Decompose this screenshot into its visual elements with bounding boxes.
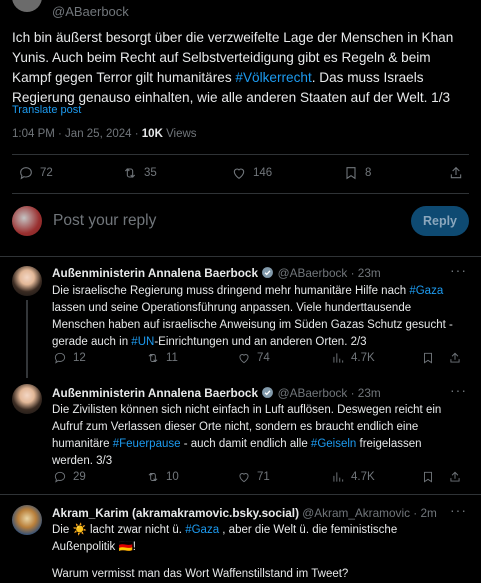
user-avatar	[12, 206, 42, 236]
post-avatar[interactable]	[12, 384, 42, 414]
hashtag-link[interactable]: #UN	[131, 336, 155, 348]
post-header	[52, 386, 381, 400]
divider	[12, 154, 469, 155]
author-handle[interactable]: @ABaerbock	[277, 386, 348, 400]
main-post-handle[interactable]: @ABaerbock	[52, 4, 129, 19]
like-icon	[237, 351, 251, 365]
reply-action[interactable]: 72	[18, 165, 53, 181]
like-action[interactable]: 71	[237, 470, 270, 484]
hashtag-link[interactable]: #Gaza	[185, 524, 220, 536]
repost-icon	[146, 470, 160, 484]
reply-icon	[53, 351, 67, 365]
bookmark-icon	[343, 165, 359, 181]
author-handle[interactable]: @Akram_Akramovic	[302, 506, 410, 520]
author-handle[interactable]: @ABaerbock	[277, 266, 348, 280]
views-icon	[331, 351, 345, 365]
views-icon	[331, 470, 345, 484]
share-icon	[448, 351, 462, 365]
reply-icon	[53, 470, 67, 484]
more-icon[interactable]: ···	[450, 262, 467, 278]
more-icon[interactable]: ···	[450, 382, 467, 398]
share-action[interactable]	[448, 351, 462, 365]
post-meta: 1:04 PM · Jan 25, 2024 · 10K Views	[12, 128, 197, 140]
like-action[interactable]: 74	[237, 351, 270, 365]
hashtag-link[interactable]: #Gaza	[409, 285, 444, 297]
share-action[interactable]	[448, 470, 462, 484]
main-post-text: Ich bin äußerst besorgt über die verzweifelte Lage der Menschen in Khan Yunis. Auch beim Recht auf Selbstverteidigung gibt es Regeln & beim Kampf gegen Terror gilt humanitäres #Völkerrecht. Das muss Israels Regierung genauso einhalten, wie alle anderen Staaten auf der Welt. 1/3	[12, 30, 454, 105]
author-name[interactable]: Akram_Karim (akramakramovic.bsky.social)	[52, 506, 299, 520]
translate-post-link[interactable]: Translate post	[12, 104, 82, 116]
reply-input[interactable]: Post your reply	[53, 212, 157, 229]
share-icon	[448, 470, 462, 484]
share-action[interactable]	[448, 165, 464, 181]
hashtag-link[interactable]: #Geiseln	[310, 438, 357, 450]
main-post-actions	[0, 165, 481, 185]
bookmark-icon	[421, 470, 435, 484]
post-time[interactable]: · 2m	[413, 506, 437, 520]
hashtag-link[interactable]: #Völkerrecht	[235, 70, 312, 85]
main-post-avatar[interactable]	[12, 0, 42, 12]
post-avatar[interactable]	[12, 266, 42, 296]
reply-button[interactable]: Reply	[411, 206, 469, 236]
post-time[interactable]: · 23m	[350, 386, 381, 400]
post-text: Die israelische Regierung muss dringend mehr humanitäre Hilfe nach #Gaza lassen und seine Operationsführung anpassen. Viele hunderttausende Menschen haben auf israelische Anweisung im Süden Gazas Schutz gesucht - gerade auch in #UN-Einrichtungen und an anderen Orten. 2/3	[52, 285, 453, 348]
repost-action[interactable]: 10	[146, 470, 179, 484]
like-icon	[231, 165, 247, 181]
share-icon	[448, 165, 464, 181]
like-icon	[237, 470, 251, 484]
bookmark-icon	[421, 351, 435, 365]
like-action[interactable]: 146	[231, 165, 272, 181]
repost-icon	[146, 351, 160, 365]
post-text: Die Zivilisten können sich nicht einfach in Luft auflösen. Deswegen reicht ein Aufruf zum Verlassen dieser Orte nicht, sondern es braucht endlich eine humanitäre #Feuerpause - auch damit endlich alle #Geiseln freigelassen werden. 3/3	[52, 404, 442, 467]
views-action[interactable]: 4.7K	[331, 470, 375, 484]
post-text-line: Warum vermisst man das Wort Waffenstillstand im Tweet?	[52, 568, 349, 580]
verified-badge-icon	[261, 386, 274, 399]
post-header	[52, 506, 437, 520]
views-action[interactable]: 4.7K	[331, 351, 375, 365]
divider	[0, 256, 481, 257]
author-name[interactable]: Außenministerin Annalena Baerbock	[52, 266, 259, 280]
post-avatar[interactable]	[12, 505, 42, 535]
verified-badge-icon	[261, 266, 274, 279]
bookmark-action[interactable]: 8	[343, 165, 371, 181]
post-time[interactable]: · 23m	[350, 266, 381, 280]
divider	[0, 494, 481, 495]
hashtag-link[interactable]: #Feuerpause	[112, 438, 181, 450]
repost-action[interactable]: 11	[146, 351, 178, 365]
reply-composer	[12, 204, 469, 240]
bookmark-action[interactable]	[421, 470, 435, 484]
repost-icon	[122, 165, 138, 181]
bookmark-action[interactable]	[421, 351, 435, 365]
repost-action[interactable]: 35	[122, 165, 157, 181]
reply-action[interactable]: 29	[53, 470, 86, 484]
post-header	[52, 266, 381, 280]
post-text: Die ☀️ lacht zwar nicht ü. #Gaza , aber die Welt ü. die feministische Außenpolitik 🇩🇪!	[52, 524, 398, 553]
post-actions	[0, 351, 481, 371]
reply-icon	[18, 165, 34, 181]
post-actions	[0, 470, 481, 490]
divider	[12, 193, 469, 194]
author-name[interactable]: Außenministerin Annalena Baerbock	[52, 386, 259, 400]
more-icon[interactable]: ···	[450, 502, 467, 518]
views-count: 10K	[141, 128, 163, 140]
reply-action[interactable]: 12	[53, 351, 86, 365]
